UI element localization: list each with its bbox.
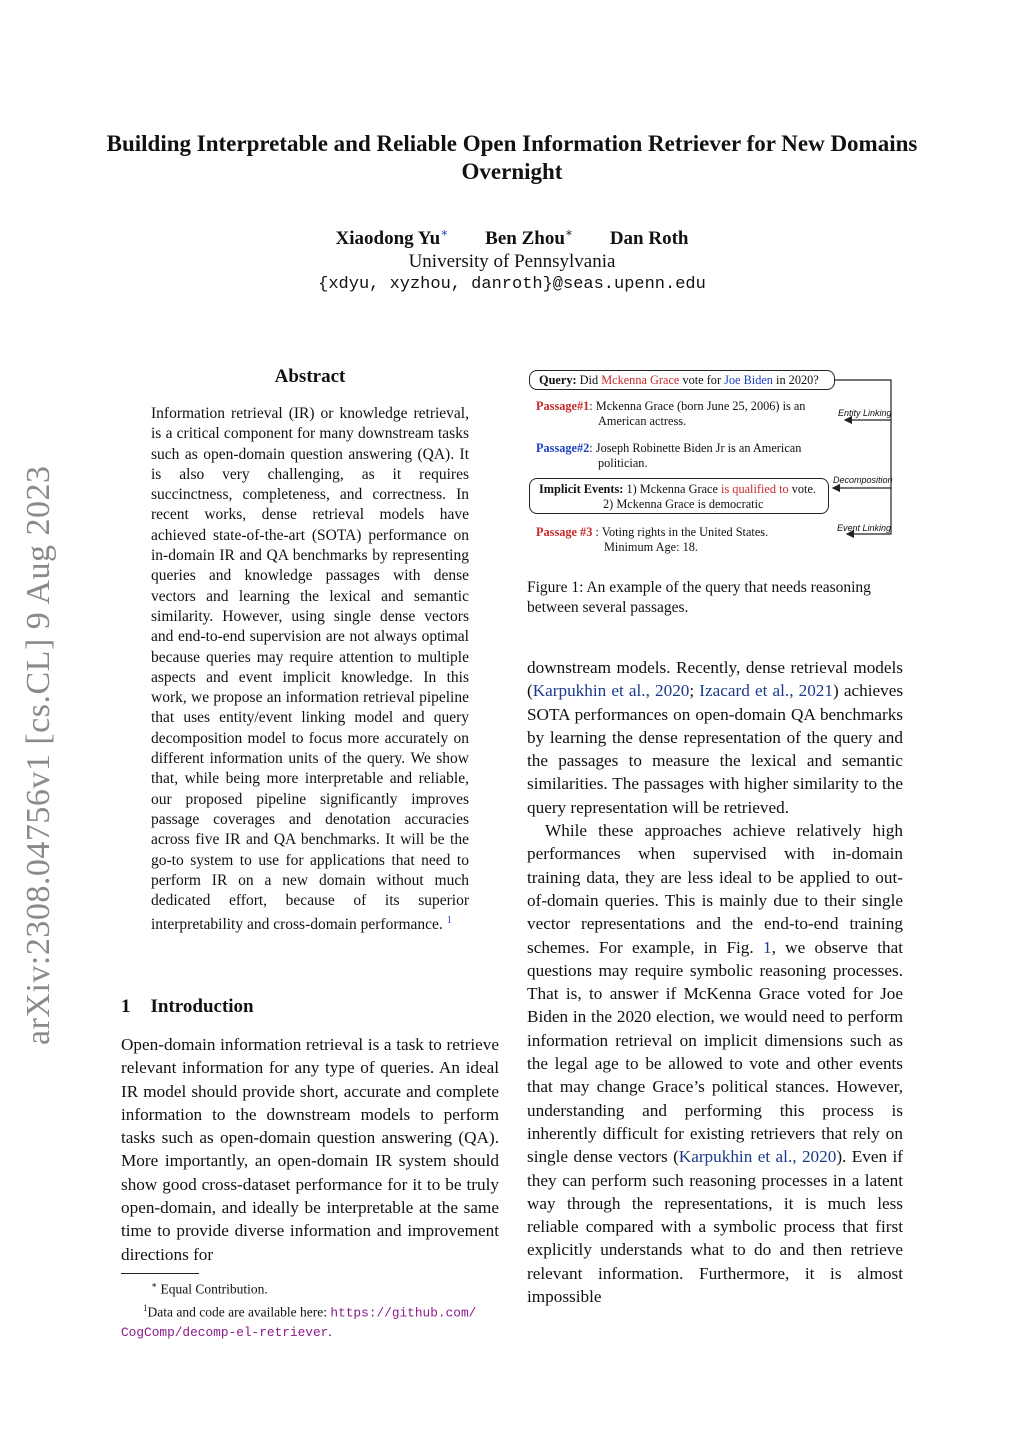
citation-karpukhin-2020[interactable]: Karpukhin et al., 2020 — [532, 681, 690, 701]
abstract-heading: Abstract — [274, 366, 346, 387]
citation-karpukhin-2020-b[interactable]: Karpukhin et al., 2020 — [678, 1147, 837, 1167]
implicit-events-box: Implicit Events: 1) Mckenna Grace is qualified to vote. 2) Mckenna Grace is democratic — [529, 478, 829, 514]
paper-title: Building Interpretable and Reliable Open Information Retriever for New Domains Overnight — [106, 131, 918, 184]
author-email: {xdyu, xyzhou, danroth}@seas.upenn.edu — [318, 275, 706, 294]
footnote-rule — [121, 1273, 199, 1274]
passage-3: Passage #3 : Voting rights in the United States. Minimum Age: 18. — [536, 525, 769, 554]
code-link[interactable]: https://github.com/ — [330, 1305, 477, 1320]
decomposition-label: Decomposition — [833, 475, 893, 485]
entity-linking-label: Entity Linking — [838, 408, 892, 418]
abstract-body: Information retrieval (IR) or knowledge retrieval, is a critical component for many downstream tasks such as open-domain question answering (QA). It is also very challenging, as it requires succinctness, completeness, and correctness. In recent works, dense retrieval models have achieved state-of-the-art (SOTA) performance on in-domain IR and QA benchmarks by representing queries and knowledge passages with dense vectors and learning the lexical and semantic similarity. However, using single dense vectors and end-to-end supervision are not always optimal because queries may require attention to multiple aspects and event implicit knowledge. In this work, we propose an information retrieval pipeline that uses entity/event linking model and query decomposition model to focus more accurately on different information units of the query. We show that, while being more interpretable and reliable, our proposed pipeline significantly improves passage coverages and denotation accuracies across five IR and QA benchmarks. It will be the go-to system to use for applications that need to perform IR on a new domain without much dedicated effort, because of its superior interpretability and cross-domain performance. $^1$ — [151, 405, 469, 934]
right-column-body — [527, 656, 903, 1308]
affiliation: University of Pennsylvania — [408, 251, 616, 272]
author-1: Xiaodong Yu∗ — [335, 226, 449, 250]
footnotes — [121, 1276, 501, 1342]
event-linking-label: Event Linking — [837, 523, 892, 533]
author-3: Dan Roth — [609, 228, 689, 250]
code-link-cont[interactable]: CogComp/decomp-el-retriever — [121, 1325, 329, 1340]
footnote-equal: ∗ Equal Contribution. — [151, 1280, 268, 1297]
query-box: Query: Did Mckenna Grace vote for Joe Biden in 2020? — [529, 370, 835, 390]
figure-1-ref[interactable]: 1 — [762, 937, 772, 957]
paragraph-2: While these approaches achieve relatively high performances when supervised with in-domain training data, they are less ideal to be applied to out-of-domain queries. This is mainly due to their single vector representations and the end-to-end training schemes. For example, in Fig. 1, we observe that questions may require symbolic reasoning processes. That is, to answer if McKenna Grace voted for Joe Biden in the 2020 election, we would need to perform information retrieval on implicit dimensions such as the legal age to be allowed to vote and other events that may change Grace’s political stances. However, understanding and performing this process is inherently difficult for existing retrievers that rely on single dense vectors (Karpukhin et al., 2020). Even if they can perform such reasoning processes in a latent way through the representations, it is much less reliable compared with a symbolic process that first explicitly understands what to do and then retrieve relevant information. Furthermore, it is almost impossible — [527, 821, 903, 1307]
figure-1-caption: Figure 1: An example of the query that needs reasoning between several passages. — [527, 579, 871, 617]
author-list — [0, 226, 1024, 250]
section-heading-introduction: 1 Introduction — [121, 996, 254, 1017]
citation-izacard-2021[interactable]: Izacard et al., 2021 — [699, 681, 833, 701]
footnote-1: $^1$Data and code are available here: https://github.com/ CogComp/decomp-el-retriever. — [121, 1302, 477, 1340]
figure-1 — [527, 368, 903, 568]
passage-2: Passage#2: Joseph Robinette Biden Jr is an American politician. — [536, 441, 802, 470]
arxiv-stamp: arXiv:2308.04756v1 [cs.CL] 9 Aug 2023 — [20, 465, 57, 1045]
intro-left-paragraph: Open-domain information retrieval is a task to retrieve relevant information for any type of queries. An ideal IR model should provide short, accurate and complete information to the downstream models to perform tasks such as open-domain question answering (QA). More importantly, an open-domain IR system should show good cross-dataset performance for it to be truly open-domain, and ideally be interpretable at the same time to provide diverse information and improvement directions for — [121, 1035, 499, 1264]
paragraph-1: downstream models. Recently, dense retrieval models (Karpukhin et al., 2020; Izacard et al., 2021) achieves SOTA performances on open-domain QA benchmarks by learning the dense representation of the query and the passages to measure the lexical and semantic similarities. The passages with higher similarity to the query representation will be retrieved. — [527, 658, 904, 817]
footnote-ref-1[interactable]: 1 — [446, 915, 452, 927]
author-2: Ben Zhou∗ — [485, 226, 574, 250]
passage-1: Passage#1: Mckenna Grace (born June 25, 2006) is an American actress. — [536, 399, 806, 428]
